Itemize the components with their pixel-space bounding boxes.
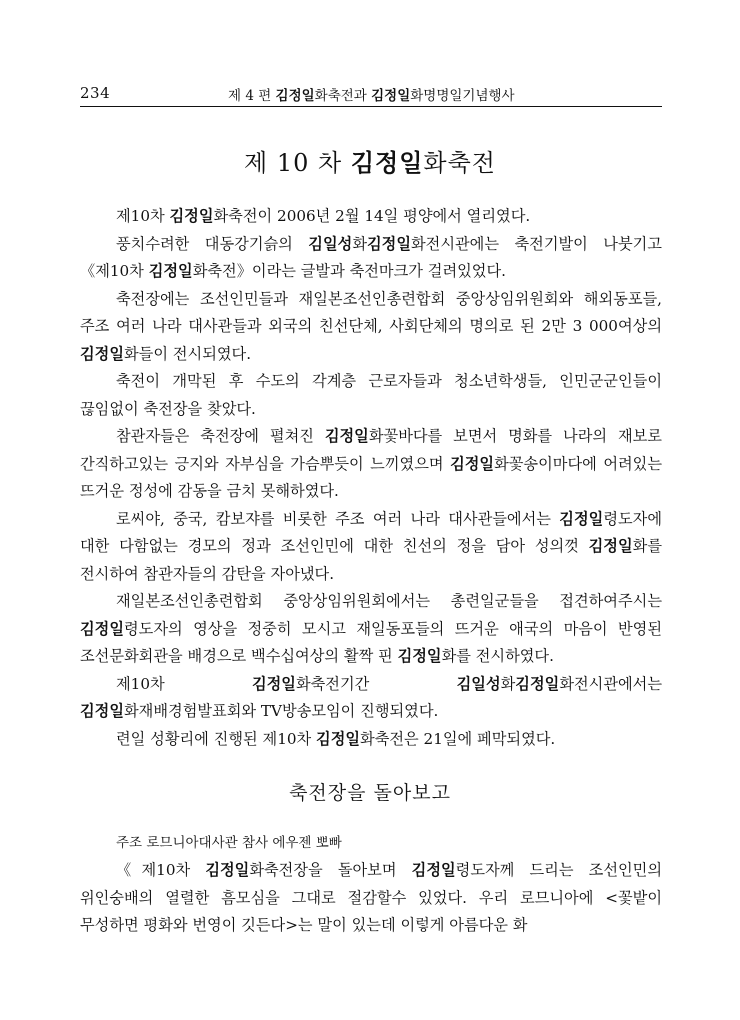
text-run: 축전장에는 조선인민들과 재일본조선인총련합회 중앙상임위원회와 해외동포들, 주조 여러 나라 대사관들과 외국의 친선단체, 사회단체의 명의로 된 2만 3 000여상의 (80, 289, 662, 335)
emphasized-name: 김정일 (366, 234, 411, 253)
emphasized-name: 김정일 (205, 861, 250, 879)
emphasized-name: 김정일 (397, 647, 442, 665)
text-run: 축전이 개막된 후 수도의 각계층 근로자들과 청소년학생들, 인민군군인들이 끊임없이 축전장을 찾았다. (80, 372, 662, 418)
text-run: 화전시관에는 축전기발이 나붓기고 《제10차 (80, 234, 662, 280)
emphasized-name: 김정일 (80, 344, 125, 363)
paragraph (80, 368, 662, 423)
text-run: 참관자들은 축전장에 펼쳐진 (116, 427, 325, 445)
emphasized-name: 김정일 (80, 702, 125, 720)
paragraph (80, 671, 662, 726)
text-run: 화축전》이라는 글발과 축전마크가 걸려있었다. (192, 262, 506, 280)
text-run: 령도자께 드리는 조선인민의 위인숭배의 열렬한 흠모심을 그대로 절감할수 있었다. 우리 로므니아에 <꽃밭이 무성하면 평화와 번영이 깃든다>는 말이 있는데 이렇게 아름다운 화 (80, 861, 663, 934)
text-run: 화축전장을 돌아보며 (249, 861, 412, 879)
emphasized-name: 김정일 (350, 148, 424, 177)
text-run: 령도자의 영상을 정중히 모시고 재일동포들의 뜨거운 애국의 마음이 반영된 조선문화회관을 배경으로 백수십여상의 활짝 핀 (80, 619, 662, 665)
text-run: 화축전기간 (295, 674, 457, 693)
text-run: 화꽃송이마다에 어려있는 뜨거운 정성에 감동을 금치 못해하였다. (80, 454, 663, 500)
running-head (228, 84, 515, 104)
text-run: 화축전과 (314, 88, 372, 104)
section-title: 축전장을 돌아보고 (289, 782, 451, 804)
text-run: 풍치수려한 대동강기슭의 (116, 234, 309, 253)
text-run: 화꽃바다를 보면서 명화를 나라의 재보로 간직하고있는 긍지와 자부심을 가슴뿌듯이 느끼였으며 (80, 427, 662, 473)
text-run: 련일 성황리에 진행된 제10차 (116, 729, 317, 748)
text-run: 령도자에 대한 다함없는 경모의 정과 조선인민에 대한 친선의 정을 담아 성의껏 (80, 509, 662, 555)
text-run: 화축전이 2006년 2월 14일 평양에서 열리였다. (213, 207, 531, 225)
emphasized-name: 김정일 (324, 427, 369, 445)
text-run: 화들이 전시되였다. (124, 344, 252, 363)
text-run: 로씨야, 중국, 캄보쟈를 비롯한 주조 여러 나라 대사관들에서는 (116, 509, 560, 528)
emphasized-name: 김일성 (456, 674, 501, 693)
emphasized-name: 김정일 (588, 537, 633, 555)
byline: 주조 로므니아대사관 참사 에우젠 뽀빠 (116, 835, 342, 851)
emphasized-name: 김정일 (80, 619, 125, 638)
emphasized-name: 김정일 (275, 88, 315, 104)
text-run: 화축전은 21일에 페막되였다. (360, 729, 556, 748)
emphasized-name: 김정일 (515, 674, 560, 693)
text-run: 제 4 편 (228, 88, 276, 104)
page-number: 234 (80, 84, 111, 102)
emphasized-name: 김정일 (148, 262, 193, 280)
paragraph (80, 506, 662, 589)
emphasized-name: 김정일 (371, 88, 411, 104)
paragraph (80, 726, 662, 754)
text-run: 화를 전시하였다. (441, 647, 554, 665)
text-run: 화명명일기념행사 (410, 88, 515, 104)
paragraph (80, 286, 662, 369)
text-run: 화 (352, 234, 367, 253)
text-run: 화재배경험발표회와 TV방송모임이 진행되였다. (124, 702, 439, 720)
text-run: 재일본조선인총련합회 중앙상임위원회에서는 총련일군들을 접견하여주시는 (116, 592, 662, 610)
paragraph (80, 588, 662, 671)
text-run: 화축전 (423, 149, 496, 177)
emphasized-name: 김정일 (316, 729, 361, 748)
text-run: 제10차 (116, 674, 252, 693)
paragraph (80, 423, 662, 506)
article-body (80, 203, 662, 753)
quote-body (80, 857, 662, 940)
text-run: 화 (500, 674, 516, 693)
text-run: 화를 전시하여 참관자들의 감탄을 자아냈다. (80, 537, 662, 583)
text-run: 화전시관에서는 (559, 674, 663, 693)
running-header (80, 84, 662, 107)
chapter-title (0, 143, 740, 178)
text-run: 제10차 (116, 207, 170, 225)
emphasized-name: 김정일 (450, 454, 495, 473)
emphasized-name: 김일성 (308, 234, 353, 253)
emphasized-name: 김정일 (559, 509, 604, 528)
text-run: 제 10 차 (244, 149, 351, 177)
text-run: 《제10차 (116, 861, 206, 879)
emphasized-name: 김정일 (169, 207, 214, 225)
paragraph (80, 231, 662, 286)
emphasized-name: 김정일 (411, 861, 456, 879)
quote-paragraph (80, 857, 662, 940)
paragraph (80, 203, 662, 231)
emphasized-name: 김정일 (251, 674, 296, 693)
